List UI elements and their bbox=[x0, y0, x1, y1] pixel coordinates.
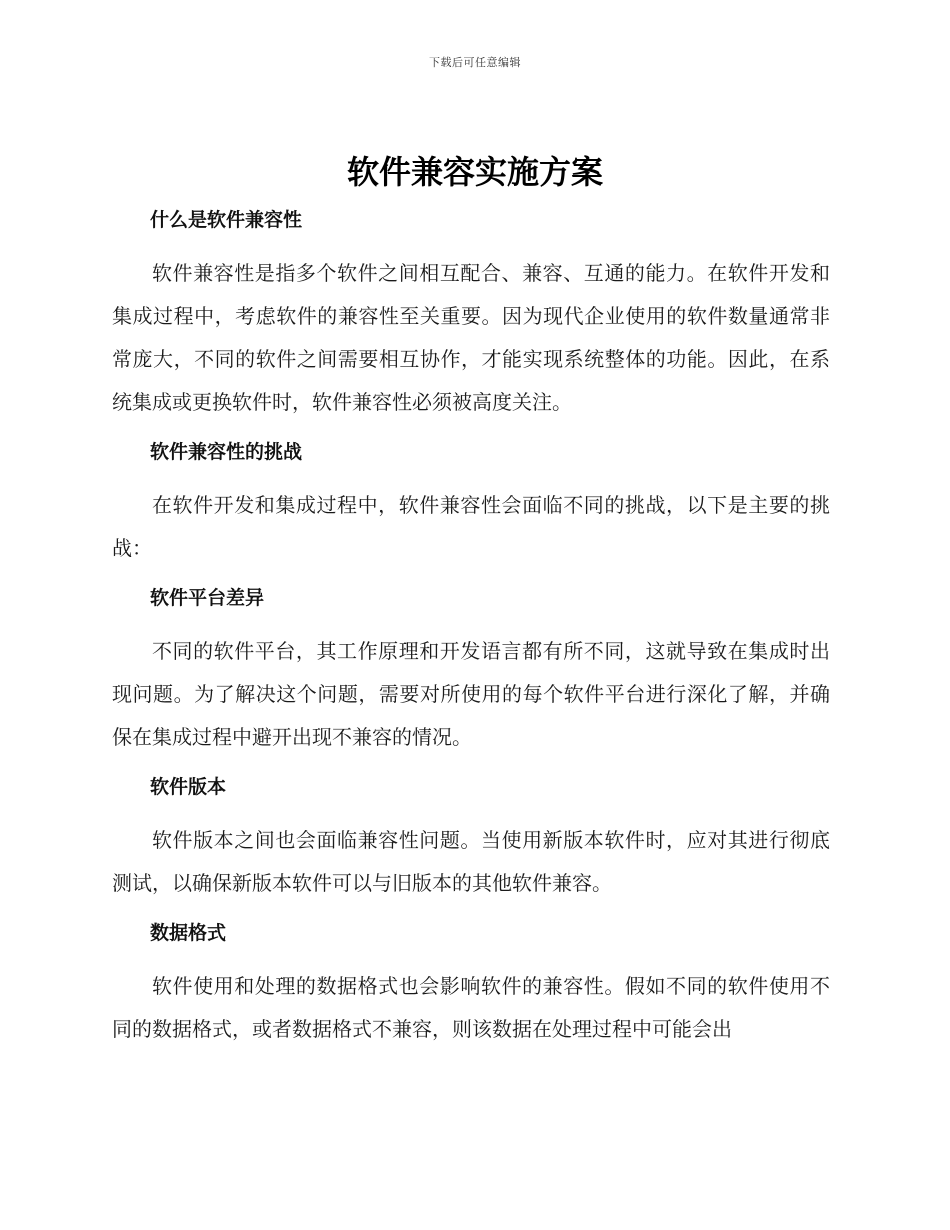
section-paragraph-data-format: 软件使用和处理的数据格式也会影响软件的兼容性。假如不同的软件使用不同的数据格式，或者数据格式不兼容，则该数据在处理过程中可能会出 bbox=[112, 974, 830, 1041]
document-title: 软件兼容实施方案 bbox=[346, 153, 603, 191]
section-heading-challenges: 软件兼容性的挑战 bbox=[150, 441, 303, 463]
section-paragraph-version: 软件版本之间也会面临兼容性问题。当使用新版本软件时，应对其进行彻底测试，以确保新版本软件可以与旧版本的其他软件兼容。 bbox=[112, 828, 830, 895]
document-body bbox=[112, 202, 830, 1061]
section-paragraph-definition: 软件兼容性是指多个软件之间相互配合、兼容、互通的能力。在软件开发和集成过程中，考虑软件的兼容性至关重要。因为现代企业使用的软件数量通常非常庞大，不同的软件之间需要相互协作，才能实现系统整体的功能。因此，在系统集成或更换软件时，软件兼容性必须被高度关注。 bbox=[112, 261, 830, 414]
section-paragraph-platform: 不同的软件平台，其工作原理和开发语言都有所不同，这就导致在集成时出现问题。为了解决这个问题，需要对所使用的每个软件平台进行深化了解，并确保在集成过程中避开出现不兼容的情况。 bbox=[112, 639, 830, 749]
section-heading-definition: 什么是软件兼容性 bbox=[150, 209, 303, 231]
section-heading-version: 软件版本 bbox=[150, 776, 227, 798]
section-paragraph-challenges: 在软件开发和集成过程中，软件兼容性会面临不同的挑战，以下是主要的挑战： bbox=[112, 493, 830, 560]
header-note: 下载后可任意编辑 bbox=[429, 56, 521, 69]
section-heading-platform: 软件平台差异 bbox=[150, 587, 265, 609]
section-heading-data-format: 数据格式 bbox=[150, 922, 227, 944]
